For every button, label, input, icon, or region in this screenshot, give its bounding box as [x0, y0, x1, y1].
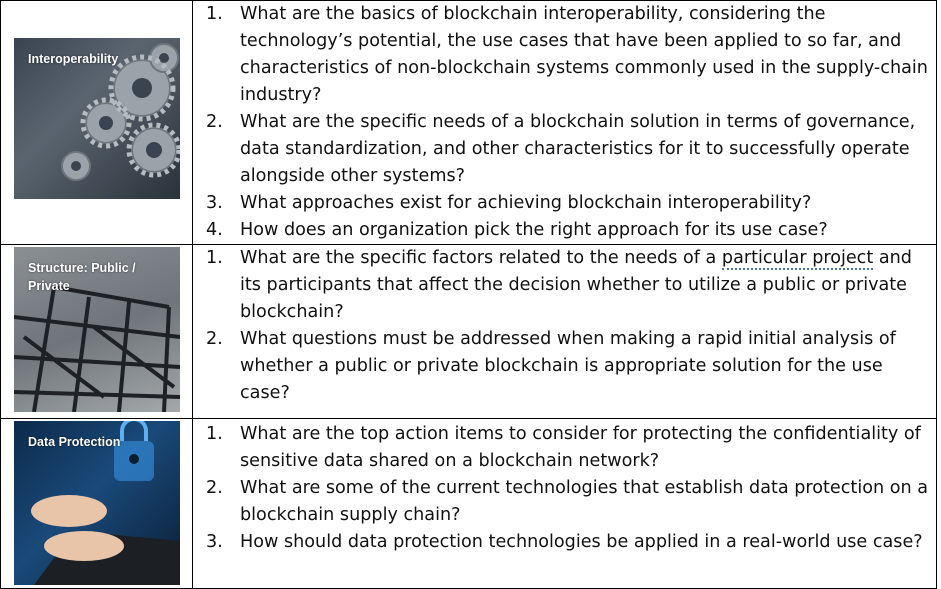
list-item	[193, 529, 936, 556]
item-text: How should data protection technologies be applied in a real-world use case?	[240, 532, 923, 552]
spellcheck-underline-text: particular project	[721, 248, 874, 268]
item-number: 2.	[206, 329, 223, 349]
structure-tile	[14, 247, 180, 412]
questions-cell	[193, 419, 937, 589]
question-list	[193, 419, 936, 556]
item-text: What are the basics of blockchain interoperability, considering the technology’s potential, the use cases that have been applied to so far, and characteristics of non-blockchain systems commonly used in the supply-chain industry?	[240, 4, 928, 105]
item-number: 1.	[206, 424, 223, 444]
item-number: 2.	[206, 478, 223, 498]
item-text: and its participants that affect the decision whether to utilize a public or private blockchain?	[240, 248, 912, 322]
interoperability-tile	[14, 38, 180, 199]
item-text: What are the top action items to consider for protecting the confidentiality of sensitive data shared on a blockchain network?	[240, 424, 921, 471]
item-text: What approaches exist for achieving blockchain interoperability?	[240, 193, 812, 213]
tile-label: Interoperability	[28, 52, 119, 66]
tile-label: Data Protection	[28, 435, 121, 449]
list-item	[193, 475, 936, 529]
question-list	[193, 245, 936, 407]
questions-cell	[193, 245, 937, 419]
list-item	[193, 217, 936, 244]
data-protection-tile	[14, 421, 180, 585]
item-number: 2.	[206, 112, 223, 132]
item-text: What are the specific factors related to the needs of a	[240, 248, 722, 268]
question-list	[193, 1, 936, 244]
item-number: 3.	[206, 193, 223, 213]
item-text: What are the specific needs of a blockchain solution in terms of governance, data standardization, and other characteristics for it to successfully operate alongside other systems?	[240, 112, 916, 186]
item-text: What questions must be addressed when making a rapid initial analysis of whether a public or private blockchain is appropriate solution for the use case?	[240, 329, 896, 403]
item-number: 1.	[206, 4, 223, 24]
image-cell	[1, 419, 193, 589]
list-item	[193, 190, 936, 217]
image-cell	[1, 1, 193, 245]
list-item	[193, 421, 936, 475]
list-item	[193, 326, 936, 407]
list-item	[193, 245, 936, 326]
list-item	[193, 1, 936, 109]
table-row	[1, 419, 937, 589]
item-number: 4.	[206, 220, 223, 240]
image-cell	[1, 245, 193, 419]
item-number: 1.	[206, 248, 223, 268]
questions-cell	[193, 1, 937, 245]
item-text: What are some of the current technologies that establish data protection on a blockchain supply chain?	[240, 478, 929, 525]
item-number: 3.	[206, 532, 223, 552]
item-text: How does an organization pick the right approach for its use case?	[240, 220, 828, 240]
table-row	[1, 1, 937, 245]
list-item	[193, 109, 936, 190]
tile-label: Structure: Public / Private	[28, 261, 136, 293]
table-row	[1, 245, 937, 419]
